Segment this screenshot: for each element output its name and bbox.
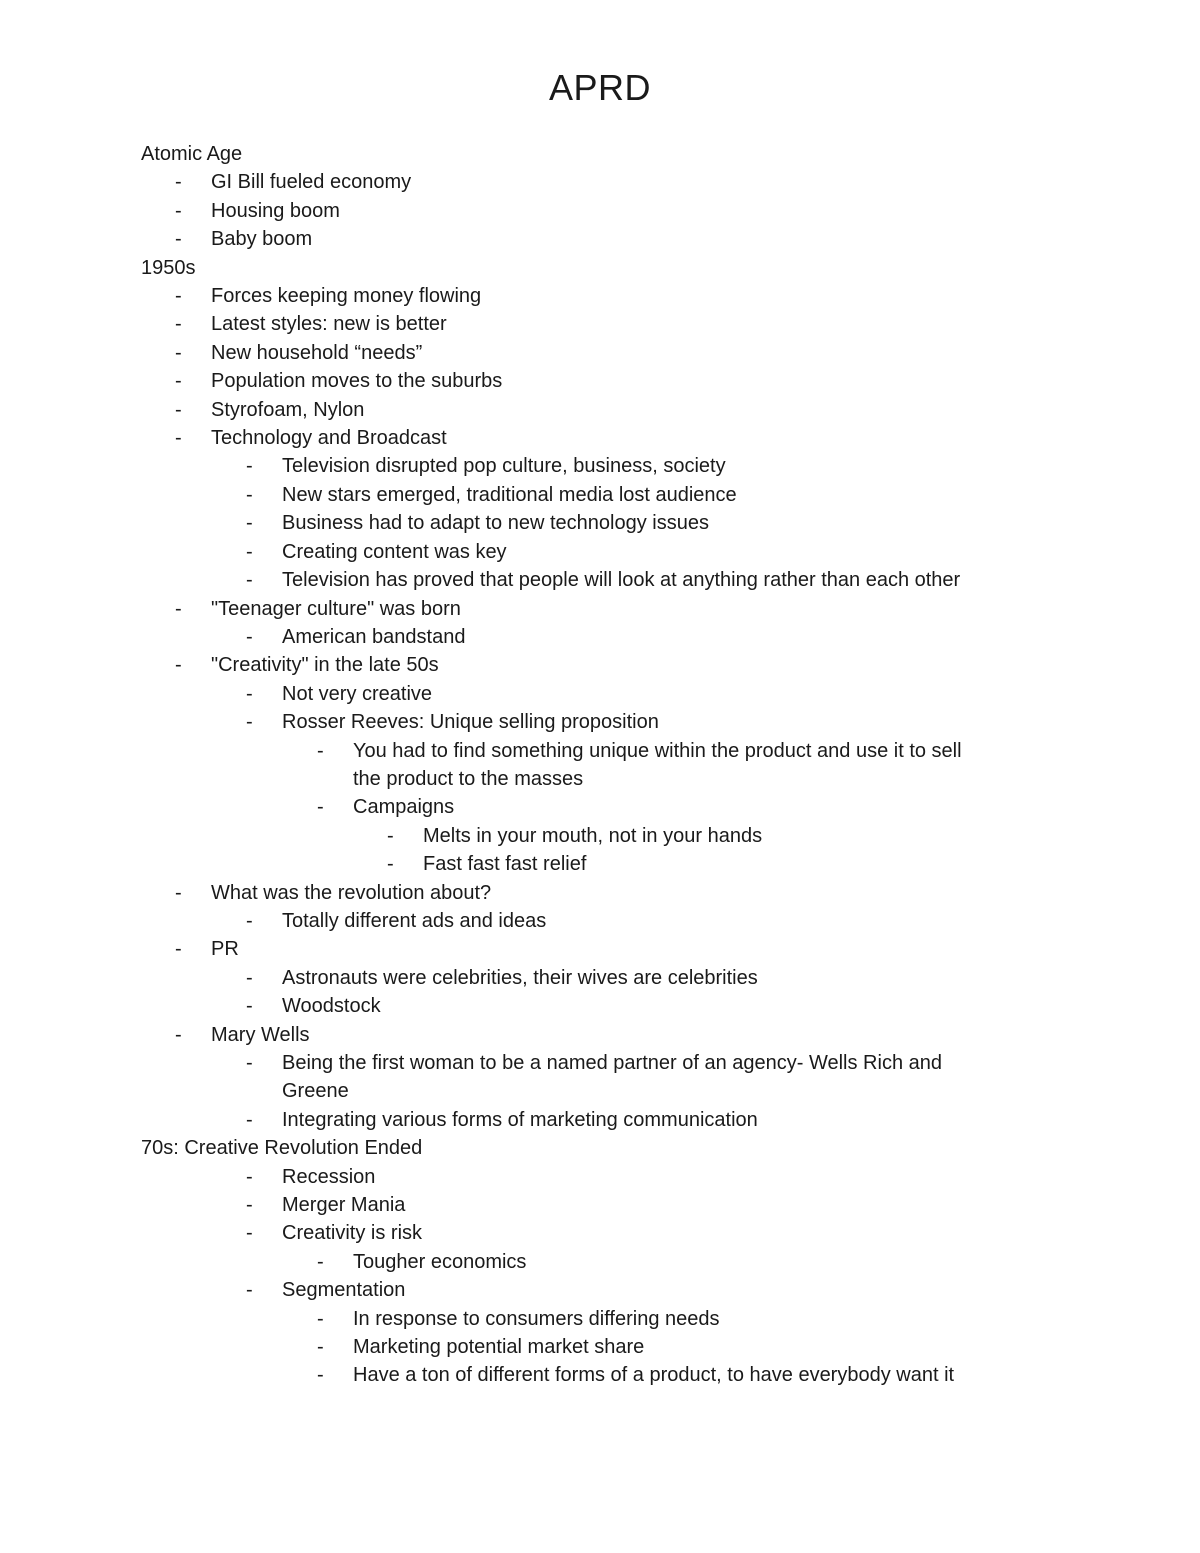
list-item-text: Totally different ads and ideas bbox=[282, 909, 547, 932]
bullet-dash: - bbox=[246, 1222, 253, 1245]
bullet-dash: - bbox=[175, 597, 182, 620]
bullet-dash: - bbox=[246, 483, 253, 506]
list-item bbox=[141, 1333, 1081, 1361]
list-item-text: Astronauts were celebrities, their wives are celebrities bbox=[282, 966, 758, 989]
bullet-dash: - bbox=[175, 285, 182, 308]
bullet-dash: - bbox=[175, 370, 182, 393]
list-item bbox=[141, 1361, 1081, 1389]
bullet-dash: - bbox=[246, 966, 253, 989]
list-item bbox=[141, 595, 1081, 623]
bullet-dash: - bbox=[317, 1364, 324, 1387]
bullet-dash: - bbox=[317, 1336, 324, 1359]
list-item bbox=[141, 197, 1081, 225]
list-item-text: New household “needs” bbox=[211, 341, 423, 364]
document-title: APRD bbox=[548, 67, 652, 108]
bullet-dash: - bbox=[246, 540, 253, 563]
list-item bbox=[141, 1191, 1081, 1219]
list-item bbox=[141, 992, 1081, 1020]
list-item-text: Campaigns bbox=[353, 796, 455, 819]
list-item bbox=[141, 225, 1081, 253]
list-item-text: Marketing potential market share bbox=[353, 1336, 645, 1359]
bullet-dash: - bbox=[175, 171, 182, 194]
list-item bbox=[141, 1219, 1081, 1247]
bullet-dash: - bbox=[175, 199, 182, 222]
list-item-text: "Creativity" in the late 50s bbox=[211, 654, 439, 677]
list-item bbox=[141, 481, 1081, 509]
list-item bbox=[141, 680, 1081, 708]
bullet-dash: - bbox=[246, 1108, 253, 1131]
list-item bbox=[141, 879, 1081, 907]
list-item bbox=[141, 1248, 1081, 1276]
list-item bbox=[141, 623, 1081, 651]
bullet-dash: - bbox=[246, 569, 253, 592]
bullet-dash: - bbox=[246, 1165, 253, 1188]
list-item-text: Creativity is risk bbox=[282, 1222, 423, 1245]
list-item bbox=[141, 1021, 1081, 1049]
list-item bbox=[141, 822, 1081, 850]
list-item bbox=[141, 935, 1081, 963]
list-item-text: Mary Wells bbox=[211, 1023, 310, 1046]
list-item bbox=[141, 396, 1081, 424]
bullet-dash: - bbox=[175, 228, 182, 251]
list-item-text: Recession bbox=[282, 1165, 376, 1188]
list-item-text: GI Bill fueled economy bbox=[211, 171, 412, 194]
list-item-text: In response to consumers differing needs bbox=[353, 1307, 720, 1330]
list-item bbox=[141, 168, 1081, 196]
list-item bbox=[141, 1163, 1081, 1191]
bullet-dash: - bbox=[246, 455, 253, 478]
list-item-text: Housing boom bbox=[211, 199, 340, 222]
section-heading bbox=[141, 254, 1081, 282]
list-item-text: Not very creative bbox=[282, 682, 433, 705]
list-item-text: Fast fast fast relief bbox=[423, 853, 587, 876]
list-item bbox=[141, 907, 1081, 935]
bullet-dash: - bbox=[387, 853, 394, 876]
list-item bbox=[141, 424, 1081, 452]
list-item-text: Technology and Broadcast bbox=[211, 427, 447, 450]
bullet-dash: - bbox=[175, 938, 182, 961]
list-item-text: You had to find something unique within the product and use it to sell the product to the masses bbox=[353, 739, 962, 790]
list-item-text: Business had to adapt to new technology issues bbox=[282, 512, 709, 535]
list-item bbox=[141, 538, 1081, 566]
list-item-text: Have a ton of different forms of a product, to have everybody want it bbox=[353, 1364, 955, 1387]
bullet-dash: - bbox=[317, 1307, 324, 1330]
bullet-dash: - bbox=[246, 995, 253, 1018]
list-item-text: Television disrupted pop culture, business, society bbox=[282, 455, 726, 478]
list-item-text: Styrofoam, Nylon bbox=[211, 398, 365, 421]
bullet-dash: - bbox=[246, 909, 253, 932]
list-item bbox=[141, 367, 1081, 395]
list-item bbox=[141, 282, 1081, 310]
list-item bbox=[141, 737, 993, 794]
list-item bbox=[141, 1049, 972, 1106]
bullet-dash: - bbox=[387, 824, 394, 847]
list-item-text: Segmentation bbox=[282, 1279, 406, 1302]
list-item-text: What was the revolution about? bbox=[211, 881, 492, 904]
list-item bbox=[141, 1305, 1081, 1333]
list-item bbox=[141, 566, 1081, 594]
list-item bbox=[141, 1106, 1081, 1134]
section-heading bbox=[141, 140, 1081, 168]
list-item-text: Forces keeping money flowing bbox=[211, 285, 482, 308]
bullet-dash: - bbox=[175, 313, 182, 336]
bullet-dash: - bbox=[175, 1023, 182, 1046]
bullet-dash: - bbox=[246, 711, 253, 734]
list-item bbox=[141, 850, 1081, 878]
list-item-text: 1950s bbox=[141, 256, 196, 279]
list-item-text: Being the first woman to be a named partner of an agency- Wells Rich and Greene bbox=[282, 1052, 942, 1103]
list-item bbox=[141, 964, 1081, 992]
list-item-text: Rosser Reeves: Unique selling proposition bbox=[282, 711, 659, 734]
list-item-text: American bandstand bbox=[282, 625, 466, 648]
list-item-text: Latest styles: new is better bbox=[211, 313, 447, 336]
bullet-dash: - bbox=[246, 625, 253, 648]
bullet-dash: - bbox=[317, 1250, 324, 1273]
bullet-dash: - bbox=[246, 1194, 253, 1217]
list-item-text: Melts in your mouth, not in your hands bbox=[423, 824, 763, 847]
list-item-text: Tougher economics bbox=[353, 1250, 527, 1273]
list-item bbox=[141, 651, 1081, 679]
list-item bbox=[141, 1276, 1081, 1304]
list-item-text: Population moves to the suburbs bbox=[211, 370, 503, 393]
list-item-text: 70s: Creative Revolution Ended bbox=[141, 1137, 423, 1160]
bullet-dash: - bbox=[246, 1052, 253, 1074]
list-item bbox=[141, 339, 1081, 367]
section-heading bbox=[141, 1134, 1081, 1162]
list-item bbox=[141, 452, 1081, 480]
bullet-dash: - bbox=[246, 1279, 253, 1302]
bullet-dash: - bbox=[246, 682, 253, 705]
list-item-text: PR bbox=[211, 938, 239, 961]
list-item-text: Integrating various forms of marketing communication bbox=[282, 1108, 758, 1131]
bullet-dash: - bbox=[175, 427, 182, 450]
list-item-text: New stars emerged, traditional media lost audience bbox=[282, 483, 737, 506]
list-item bbox=[141, 793, 1081, 821]
list-item-text: "Teenager culture" was born bbox=[211, 597, 461, 620]
list-item bbox=[141, 310, 1081, 338]
list-item bbox=[141, 708, 1081, 736]
bullet-dash: - bbox=[175, 341, 182, 364]
bullet-dash: - bbox=[246, 512, 253, 535]
bullet-dash: - bbox=[317, 739, 324, 762]
bullet-dash: - bbox=[175, 881, 182, 904]
list-item-text: Creating content was key bbox=[282, 540, 507, 563]
bullet-dash: - bbox=[317, 796, 324, 819]
list-item-text: Baby boom bbox=[211, 228, 313, 251]
list-item-text: Television has proved that people will look at anything rather than each other bbox=[282, 569, 961, 592]
outline-list bbox=[141, 140, 1081, 1390]
list-item-text: Atomic Age bbox=[141, 143, 243, 165]
bullet-dash: - bbox=[175, 398, 182, 421]
list-item-text: Merger Mania bbox=[282, 1194, 406, 1217]
list-item bbox=[141, 509, 1081, 537]
list-item-text: Woodstock bbox=[282, 995, 381, 1018]
bullet-dash: - bbox=[175, 654, 182, 677]
